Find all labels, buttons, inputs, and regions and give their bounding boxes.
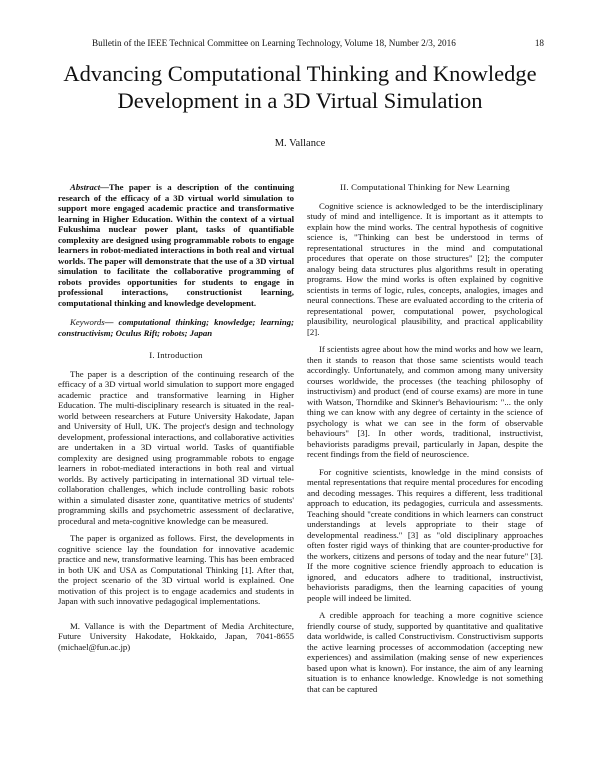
section-heading-introduction: I. Introduction (149, 350, 203, 360)
introduction-body (58, 369, 294, 607)
section-heading-computational-thinking: II. Computational Thinking for New Learning (340, 182, 510, 192)
page-number: 18 (534, 38, 544, 48)
abstract-label: Abstract (70, 182, 101, 192)
paragraph: If scientists agree about how the mind works and how we learn, then it stands to reason that those same scientists would teach accordingly. Unfortunately, and common among many university courses worldwide, the processes (the teaching philosophy of instructivism) and product (end of course exams) are more in tune with Watson, Thorndike and Skinner's Behaviourism: "... the only thing we can know with any degree of certainty in the science of psychology is what we can see in the form of observable behaviours" [3]. In other words, traditional, instructivist, behaviorists paradigms prevail, particularly in Japan, despite the recent findings from the field of neuroscience. (307, 344, 543, 459)
right-column (307, 182, 543, 701)
keywords-text: — computational thinking; knowledge; learning; constructivism; Oculus Rift; robots; Japan (58, 317, 294, 338)
journal-citation: Bulletin of the IEEE Technical Committee on Learning Technology, Volume 18, Number 2/3, 2016 (92, 38, 456, 48)
keywords-label: Keywords (70, 317, 105, 327)
keywords (58, 317, 294, 338)
author-affiliation-footnote: M. Vallance is with the Department of Media Architecture, Future University Hakodate, Hokkaido, Japan, 7041-8655 (michael@fun.ac.jp) (58, 620, 294, 652)
left-column (58, 182, 294, 652)
paragraph: For cognitive scientists, knowledge in the mind consists of mental representations that require mental procedures for encoding and decoding messages. This requires a different, less traditional approach to education, its pedagogies, curricula and assessments. Teaching should "create conditions in which learners can construct understandings at levels appropriate to their stage of developmental readiness." [3] as "old disciplinary approaches often foster rigid ways of thinking that are counter-productive for the workers, citizens and persons of today and the near future" [3]. If the more cognitive science friendly approach to education is ignored, and educators adhere to traditional, instructivist, behaviorists paradigms, then the learning capacities of young people will indeed be limited. (307, 466, 543, 603)
paragraph: Cognitive science is acknowledged to be the interdisciplinary study of mind and intelligence. It is important as it attempts to explain how the mind works. The central hypothesis of cognitive science is, "Thinking can best be understood in terms of representational structures in the mind and computational procedures that operate on those structures" [2]; the computer analogy being data structures plus algorithms result in operating programs. How the mind works is often explained by cognitive scientists in terms of logic, rules, concepts, analogies, images and neural connections. These are evaluated according to the criteria of representational power, computational power, psychological plausibility, neurological plausibility, and practical applicability [2]. (307, 200, 543, 337)
paper-title: Advancing Computational Thinking and Knowledge Development in a 3D Virtual Simulation (63, 61, 537, 113)
paragraph: The paper is organized as follows. First, the developments in cognitive science lay the foundation for innovative academic practice and new, transformative learning. This has been embraced in both UK and USA as Computational Thinking [1]. After that, the project scenario of the 3D virtual world is explained. One motivation of this project is to engage academics and students in Japan with such innovative pedagogical implementations. (58, 533, 294, 606)
paragraph: The paper is a description of the continuing research of the efficacy of a 3D virtual world simulation to support more engaged academic practice and transformative learning in Higher Education. The multi-disciplinary research is situated in the real-world between researchers at Future University Hakodate, Japan and University of Hull, UK. The project's design and technology development, professional interactions, and collaborative activities are undertaken in a 3D virtual world. Tasks of quantifiable complexity are designed using programmable robots to engage learners in robot-mediated interactions in both real and virtual worlds. By actively participating in international 3D virtual tele-collaboration challenges, which include controlling basic robots within a simulated disaster zone, quantitative metrics of students' programming skills and psychometric assessment of declarative, procedural and meta-cognitive knowledge can be measured. (58, 368, 294, 526)
running-header (92, 37, 544, 49)
abstract-text: —The paper is a description of the continuing research of the efficacy of a 3D virtual world simulation to support more engaged academic practice and transformative learning in Higher Education. Within the context of a virtual Fukushima nuclear power plant, tasks of quantifiable complexity are designed using programmable robots to engage learners in robot-mediated interactions in both real and virtual worlds. The paper will demonstrate that the use of a 3D virtual simulation to facilitate the collaborative programming of robots provides opportunities for students to engage in professional interactions, constructionist learning, computational thinking and knowledge development. (58, 182, 294, 308)
author-name: M. Vallance (274, 138, 326, 149)
abstract (58, 182, 294, 308)
paragraph: A credible approach for teaching a more cognitive science friendly course of study, supported by quantitative and qualitative data worldwide, is called Constructivism. Constructivism supports the active learning processes of accommodation (accepting new experiences) and assimilation (making sense of new experiences based upon what is known). For instance, the aim of any learning situation is to enhance knowledge. Knowledge is not something that can be captured (307, 610, 543, 694)
section2-body (307, 201, 543, 695)
